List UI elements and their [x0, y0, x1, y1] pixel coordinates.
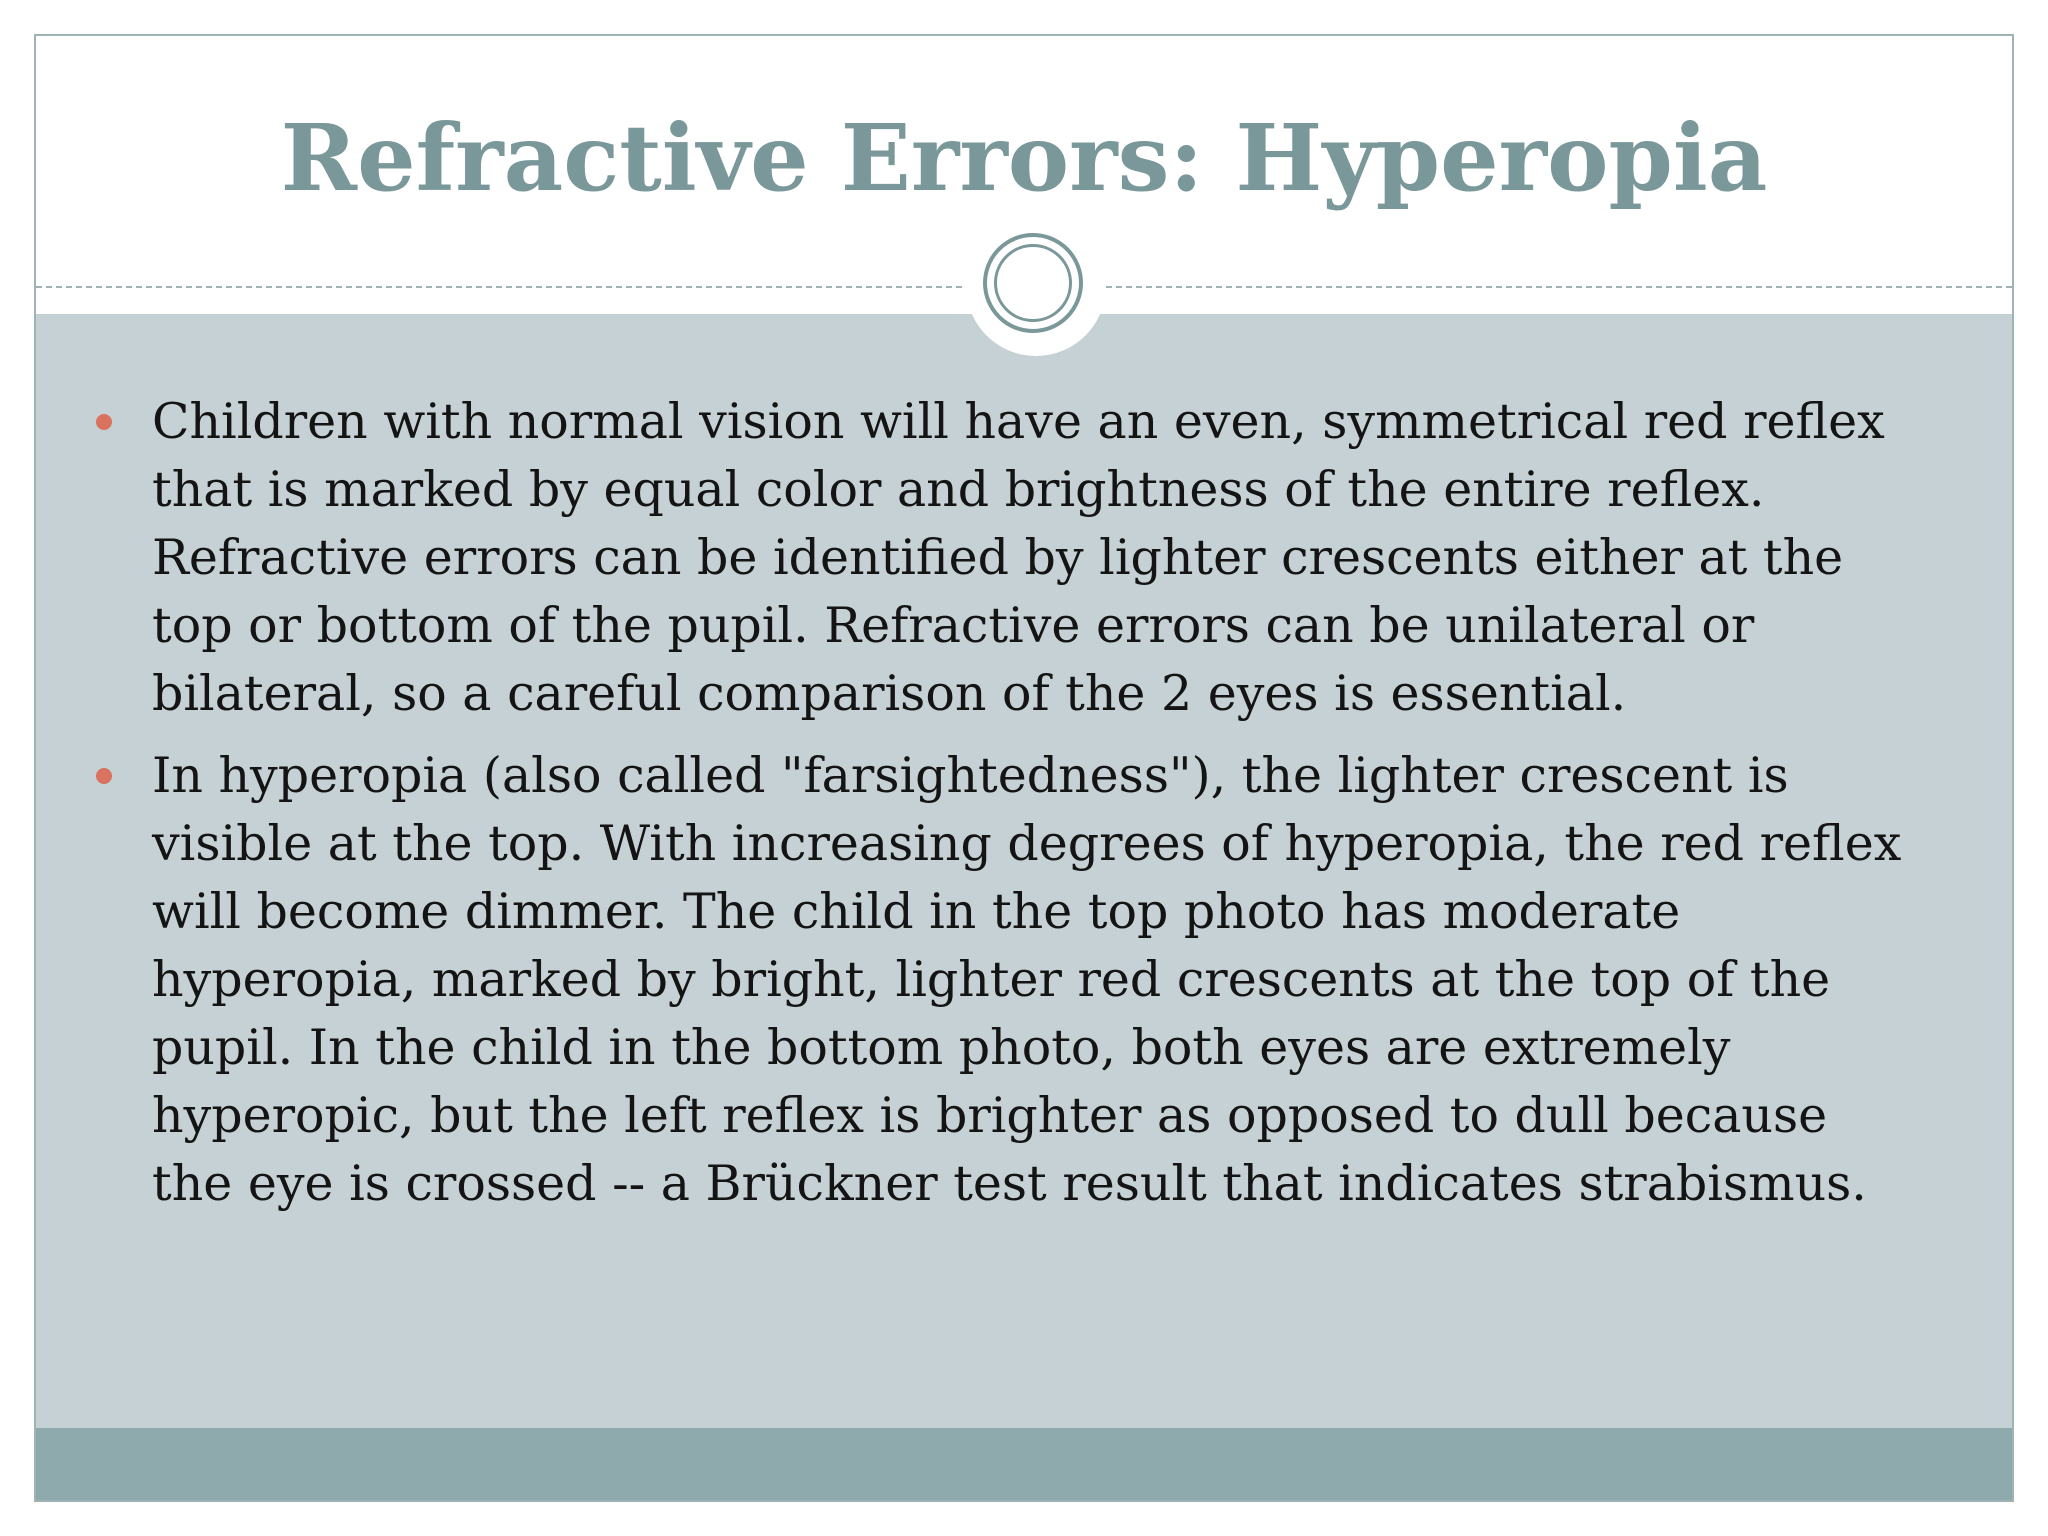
bullet-dot-icon: [96, 768, 112, 784]
slide-title: Refractive Errors: Hyperopia: [280, 104, 1768, 212]
bullet-item: [36, 742, 2012, 1218]
slide: [34, 34, 2014, 1502]
bullet-text: Children with normal vision will have an even, symmetrical red reflex that is marked by equal color and brightness of the entire reflex. Refractive errors can be identified by lighter crescents either at the top or bottom of the pupil. Refractive errors can be unilateral or bilateral, so a careful comparison of the 2 eyes is essential.: [152, 393, 1885, 722]
bullet-list: [36, 388, 2012, 1232]
bullet-text: In hyperopia (also called "farsightedness"), the lighter crescent is visible at the top. With increasing degrees of hyperopia, the red reflex will become dimmer. The child in the top photo has moderate hyperopia, marked by bright, lighter red crescents at the top of the pupil. In the child in the bottom photo, both eyes are extremely hyperopic, but the left reflex is brighter as opposed to dull because the eye is crossed -- a Brückner test result that indicates strabismus.: [152, 747, 1902, 1212]
bullet-dot-icon: [96, 414, 112, 430]
bullet-item: [36, 388, 2012, 728]
double-circle-icon: [983, 233, 1083, 333]
inner-circle: [994, 244, 1072, 322]
footer-band: [36, 1428, 2012, 1500]
